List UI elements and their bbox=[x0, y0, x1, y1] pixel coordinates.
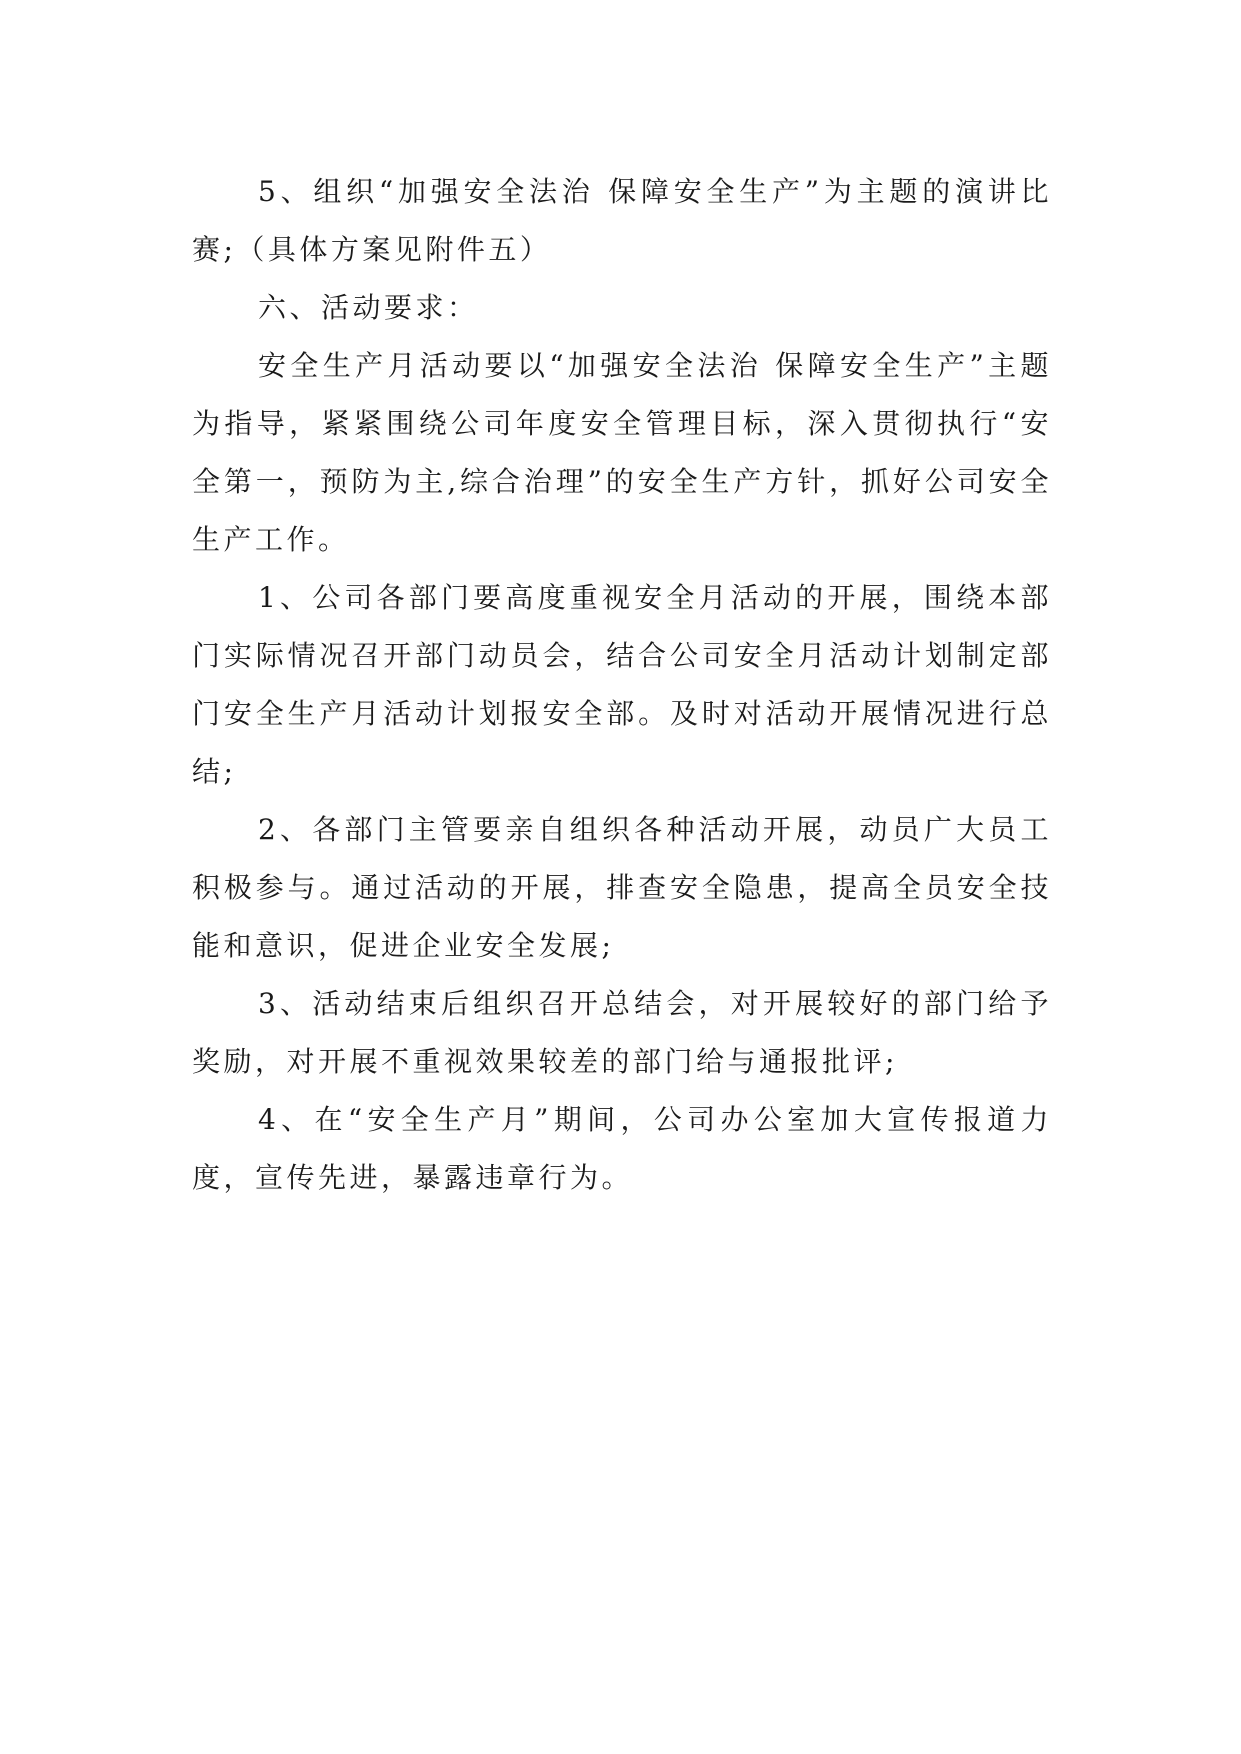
paragraph-item-5-speech-contest: 5、组织“加强安全法治 保障安全生产”为主题的演讲比赛;（具体方案见附件五） bbox=[192, 175, 1052, 266]
paragraph-requirement-2: 2、各部门主管要亲自组织各种活动开展，动员广大员工积极参与。通过活动的开展，排查安全隐患，提高全员安全技能和意识，促进企业安全发展; bbox=[192, 813, 1052, 962]
document-body bbox=[192, 163, 1052, 1207]
paragraph-requirement-4: 4、在“安全生产月”期间，公司办公室加大宣传报道力度，宣传先进，暴露违章行为。 bbox=[192, 1103, 1052, 1194]
paragraph-requirement-3: 3、活动结束后组织召开总结会，对开展较好的部门给予奖励，对开展不重视效果较差的部门给与通报批评; bbox=[192, 987, 1052, 1078]
paragraph-requirement-1: 1、公司各部门要高度重视安全月活动的开展，围绕本部门实际情况召开部门动员会，结合公司安全月活动计划制定部门安全生产月活动计划报安全部。及时对活动开展情况进行总结; bbox=[192, 581, 1052, 788]
paragraph-activity-guidance: 安全生产月活动要以“加强安全法治 保障安全生产”主题为指导，紧紧围绕公司年度安全管理目标，深入贯彻执行“安全第一，预防为主,综合治理”的安全生产方针，抓好公司安全生产工作。 bbox=[192, 349, 1052, 556]
section-heading-activity-requirements: 六、活动要求： bbox=[258, 291, 479, 324]
